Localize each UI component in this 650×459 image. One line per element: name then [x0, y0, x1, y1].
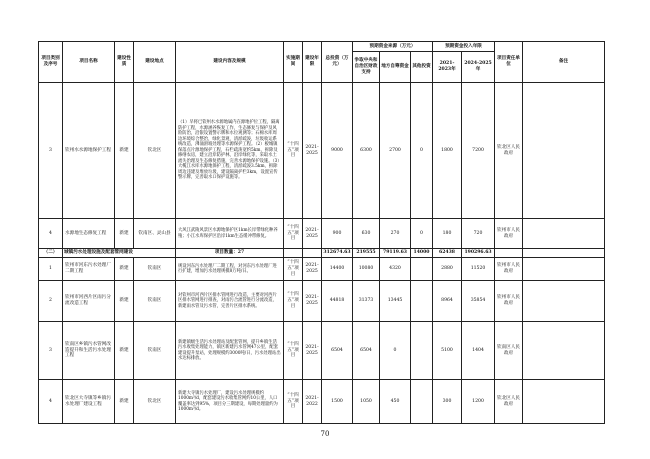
cell-local: 270 — [380, 219, 411, 249]
cell-nature: 新建 — [115, 83, 134, 219]
cell-total: 14400 — [322, 258, 353, 281]
cell-local: 2700 — [380, 83, 411, 219]
section-label: （二） — [39, 249, 63, 258]
table-row — [39, 83, 605, 219]
cell-other — [411, 322, 433, 380]
header-year: 建设年限 — [303, 42, 322, 83]
cell-year: 2021-2025 — [303, 83, 322, 219]
cell-nature: 新建 — [115, 322, 134, 380]
cell-unit: 钦州市人民政府 — [495, 258, 523, 281]
cell-seq: 3 — [39, 322, 63, 380]
section-row — [39, 249, 605, 258]
cell-central: 6504 — [353, 322, 380, 380]
cell-remark — [523, 380, 605, 424]
cell-name: 钦北区大寺镇等乡镇污水处理厂建设工程 — [63, 380, 115, 424]
cell-2021: 5100 — [433, 322, 462, 380]
cell-seq: 2 — [39, 281, 63, 322]
cell-seq: 3 — [39, 83, 63, 219]
section-name: 城镇污水处理设施及配套管网建设 — [63, 249, 176, 258]
section-total: 312674.63 — [322, 249, 353, 258]
cell-local: 0 — [380, 322, 411, 380]
cell-year: 2021-2025 — [303, 281, 322, 322]
cell-period: “十四五”项目 — [284, 322, 303, 380]
cell-location: 钦北区 — [134, 380, 176, 424]
cell-nature: 新建 — [115, 380, 134, 424]
cell-nature: 新建 — [115, 219, 134, 249]
cell-period: “十四五”项目 — [284, 258, 303, 281]
table-row — [39, 322, 605, 380]
page-number: 70 — [320, 430, 330, 438]
cell-period: “十四五”项目 — [284, 83, 303, 219]
table-row — [39, 380, 605, 424]
cell-central: 630 — [353, 219, 380, 249]
section-year — [303, 249, 322, 258]
cell-other — [411, 380, 433, 424]
cell-central: 10080 — [353, 258, 380, 281]
section-unit — [495, 249, 523, 258]
header-2021: 2021-2023年 — [433, 52, 462, 83]
cell-2024: 35854 — [462, 281, 495, 322]
cell-2024: 720 — [462, 219, 495, 249]
header-local: 地方自筹资金 — [380, 52, 411, 83]
table-row — [39, 219, 605, 249]
cell-year: 2021-2022 — [303, 380, 322, 424]
cell-local: 13445 — [380, 281, 411, 322]
table-row — [39, 258, 605, 281]
cell-remark — [523, 83, 605, 219]
header-unit: 项目责任单位 — [495, 42, 523, 83]
header-category: 项目类别及序号 — [39, 42, 63, 83]
cell-period: “十四五”项目 — [284, 380, 303, 424]
cell-central: 6300 — [353, 83, 380, 219]
section-2021: 62438 — [433, 249, 462, 258]
cell-year: 2021-2025 — [303, 322, 322, 380]
cell-remark — [523, 322, 605, 380]
header-content: 建设内容及规模 — [176, 42, 284, 83]
section-remark — [523, 249, 605, 258]
cell-year: 2021-2025 — [303, 258, 322, 281]
cell-unit: 钦州市人民政府 — [495, 219, 523, 249]
cell-location: 钦北区 — [134, 83, 176, 219]
cell-content: 规设河东污水处理厂二期工程，对河东污水处理厂进行扩建，增加污水处理规模8万吨/日。 — [176, 258, 284, 281]
header-central: 争取中央和自治区财政支持 — [353, 52, 380, 83]
cell-content: 大风江武陵风景区水源地保护区1km长岸带绿化种养殖；小江水库保护区沿岸1km生态缓冲带修复。 — [176, 219, 284, 249]
cell-total: 1500 — [322, 380, 353, 424]
cell-unit: 钦南区人民政府 — [495, 322, 523, 380]
header-other: 其他投资 — [411, 52, 433, 83]
cell-2021: 2880 — [433, 258, 462, 281]
cell-seq: 4 — [39, 380, 63, 424]
cell-total: 900 — [322, 219, 353, 249]
cell-seq: 1 — [39, 258, 63, 281]
cell-nature: 新建 — [115, 258, 134, 281]
project-table — [38, 41, 605, 424]
header-location: 建设地点 — [134, 42, 176, 83]
cell-unit: 钦北区人民政府 — [495, 380, 523, 424]
section-central: 219555 — [353, 249, 380, 258]
cell-local: 450 — [380, 380, 411, 424]
cell-other: 0 — [411, 219, 433, 249]
cell-2024: 7200 — [462, 83, 495, 219]
cell-remark — [523, 281, 605, 322]
cell-2021: 1800 — [433, 83, 462, 219]
cell-content: （1）早将已钦州水水源地属内在源地护位工程，隔离防护工程，水源涵养恢复工作，生态修复与保护及风险防治，沿银设置警示牌和水位观测等；石棉水库周边环境综合整治，绿化景观，清淤疏浚，垃圾收运系统改造，沸涌滑坡处理等水源保护工程。（2）板城镇保落点片源地保护工程，石栏疏浚宽约5km，拆除及修缮农房，建立沿岸防护林，沿岸绿化等，采取水土流失治理及生态修复措施，完善水源地保护设施。（3）大榄江水库水源地保护工程，清淤疏浚3.5km，拆除周边违建及堆放垃圾，建设隔离护栏3km，设置宣传警示牌，完善取水口保护设施等。 — [176, 83, 284, 219]
header-period: 实施期间 — [284, 42, 303, 83]
cell-name: 钦州市河西片区雨污分流改造工程 — [63, 281, 115, 322]
section-other: 14000 — [411, 249, 433, 258]
cell-location: 钦南区、灵山县 — [134, 219, 176, 249]
cell-total: 9000 — [322, 83, 353, 219]
section-period — [284, 249, 303, 258]
cell-name: 钦州市河东污水处理厂二期工程 — [63, 258, 115, 281]
cell-2024: 1404 — [462, 322, 495, 380]
cell-other: 0 — [411, 83, 433, 219]
cell-unit: 钦州市人民政府 — [495, 281, 523, 322]
cell-remark — [523, 258, 605, 281]
cell-seq: 4 — [39, 219, 63, 249]
cell-name: 水源地生态修复工程 — [63, 219, 115, 249]
cell-content: 新建镇级生活污水处理站及配套管网，提升乡镇生活污水收集处理能力，镇区新建污水管网47公里，配套建设提升泵站，处理规模约3000吨/日，污水处理站出水达标排放。 — [176, 322, 284, 380]
cell-other — [411, 258, 433, 281]
section-count: 项目数量：27 — [176, 249, 284, 258]
cell-central: 1050 — [353, 380, 380, 424]
cell-location: 钦南区 — [134, 322, 176, 380]
header-name: 项目名称 — [63, 42, 115, 83]
cell-other — [411, 281, 433, 322]
cell-nature: 新建 — [115, 281, 134, 322]
header-annual-group: 预期资金投入年限 — [433, 42, 495, 52]
header-fund-group: 预期资金来源（万元） — [353, 42, 433, 52]
cell-location: 钦南区 — [134, 281, 176, 322]
cell-total: 6504 — [322, 322, 353, 380]
cell-location: 钦南区 — [134, 258, 176, 281]
cell-content: 对钦州市河西片区排水管网进行改造，主要对河西片区排水管网进行排查，对雨污合流管进行分流改造，新建雨水管及污水管，完善片区排水系统。 — [176, 281, 284, 322]
cell-2024: 1200 — [462, 380, 495, 424]
cell-2021: 180 — [433, 219, 462, 249]
cell-total: 44818 — [322, 281, 353, 322]
header-nature: 建设性质 — [115, 42, 134, 83]
cell-central: 31373 — [353, 281, 380, 322]
header-remark: 备注 — [523, 42, 605, 83]
section-2024: 190296.63 — [462, 249, 495, 258]
cell-2024: 11520 — [462, 258, 495, 281]
cell-2021: 300 — [433, 380, 462, 424]
cell-content: 新建大寺镇污水处理厂，建设污水处理规模约1000m³/d，配套建设污水收集管网约10公里，人口覆盖率达到95%，项目分三期建设，每期处理量约为1000m³/d。 — [176, 380, 284, 424]
cell-period: “十四五”项目 — [284, 281, 303, 322]
cell-remark — [523, 219, 605, 249]
cell-2021: 8964 — [433, 281, 462, 322]
cell-year: 2021-2025 — [303, 219, 322, 249]
header-total: 总投资（万元） — [322, 42, 353, 83]
cell-local: 4320 — [380, 258, 411, 281]
section-local: 79119.63 — [380, 249, 411, 258]
cell-name: 钦南区乡镇污水管网改造提升和生活污水处理工程 — [63, 322, 115, 380]
cell-unit: 钦北区人民政府 — [495, 83, 523, 219]
cell-period: “十四五”项目 — [284, 219, 303, 249]
header-2024: 2024-2025年 — [462, 52, 495, 83]
table-row — [39, 281, 605, 322]
cell-name: 钦州水水源地保护工程 — [63, 83, 115, 219]
